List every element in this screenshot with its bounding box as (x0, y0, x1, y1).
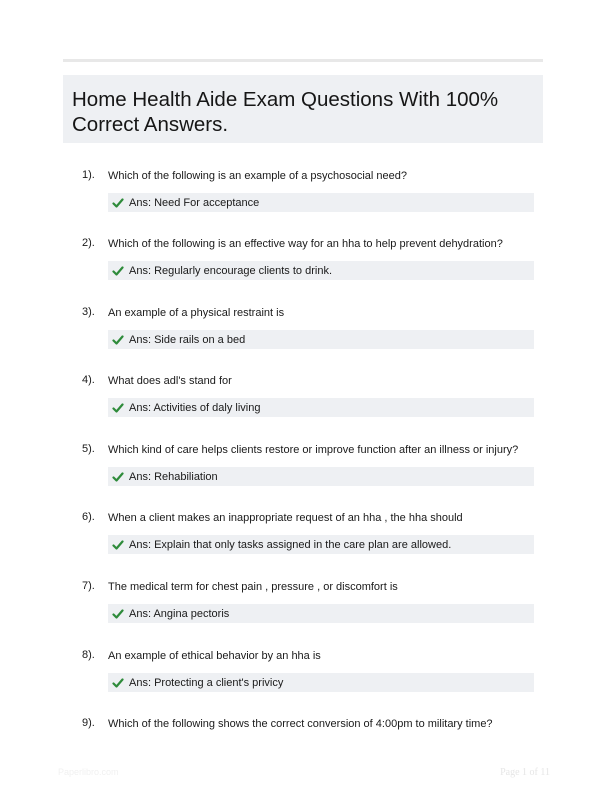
answer-box (108, 673, 534, 692)
answer-text: Ans: Protecting a client's privicy (129, 676, 284, 689)
question-text: Which of the following is an effective way for an hha to help prevent dehydration? (108, 238, 503, 250)
question-item (0, 510, 606, 570)
question-item (0, 373, 606, 433)
question-number: 6). (82, 511, 95, 523)
question-number: 3). (82, 306, 95, 318)
answer-text: Ans: Explain that only tasks assigned in the care plan are allowed. (129, 538, 452, 551)
question-item (0, 305, 606, 365)
check-icon (112, 265, 124, 277)
question-item (0, 442, 606, 502)
page-number: Page 1 of 11 (500, 767, 550, 778)
answer-box (108, 467, 534, 486)
question-text: An example of a physical restraint is (108, 307, 285, 319)
question-text: An example of ethical behavior by an hha is (108, 650, 321, 662)
footer-watermark: Paperlibro.com (58, 767, 119, 777)
answer-text: Ans: Rehabiliation (129, 470, 218, 483)
answer-box (108, 398, 534, 417)
question-text: The medical term for chest pain , pressure , or discomfort is (108, 581, 398, 593)
title-banner (63, 75, 543, 143)
answer-text: Ans: Activities of daly living (129, 401, 261, 414)
check-icon (112, 677, 124, 689)
answer-text: Ans: Angina pectoris (129, 607, 230, 620)
question-item (0, 648, 606, 708)
check-icon (112, 608, 124, 620)
check-icon (112, 197, 124, 209)
question-number: 1). (82, 169, 95, 181)
answer-box (108, 330, 534, 349)
check-icon (112, 402, 124, 414)
check-icon (112, 539, 124, 551)
top-divider (63, 59, 543, 62)
question-text: When a client makes an inappropriate request of an hha , the hha should (108, 512, 463, 524)
question-number: 2). (82, 237, 95, 249)
answer-box (108, 261, 534, 280)
answer-box (108, 193, 534, 212)
question-text: Which kind of care helps clients restore or improve function after an illness or injury? (108, 444, 519, 456)
check-icon (112, 471, 124, 483)
answer-text: Ans: Regularly encourage clients to drink. (129, 264, 332, 277)
question-number: 4). (82, 374, 95, 386)
question-item (0, 236, 606, 296)
question-item (0, 168, 606, 228)
check-icon (112, 334, 124, 346)
question-text: Which of the following shows the correct conversion of 4:00pm to military time? (108, 718, 493, 730)
question-number: 5). (82, 443, 95, 455)
page-title: Home Health Aide Exam Questions With 100% Correct Answers. (72, 88, 499, 136)
answer-box (108, 535, 534, 554)
answer-box (108, 604, 534, 623)
question-number: 8). (82, 649, 95, 661)
question-number: 7). (82, 580, 95, 592)
question-number: 9). (82, 717, 95, 729)
question-text: What does adl's stand for (108, 375, 232, 387)
question-text: Which of the following is an example of a psychosocial need? (108, 170, 408, 182)
answer-text: Ans: Need For acceptance (129, 196, 260, 209)
answer-text: Ans: Side rails on a bed (129, 333, 246, 346)
question-item (0, 579, 606, 639)
